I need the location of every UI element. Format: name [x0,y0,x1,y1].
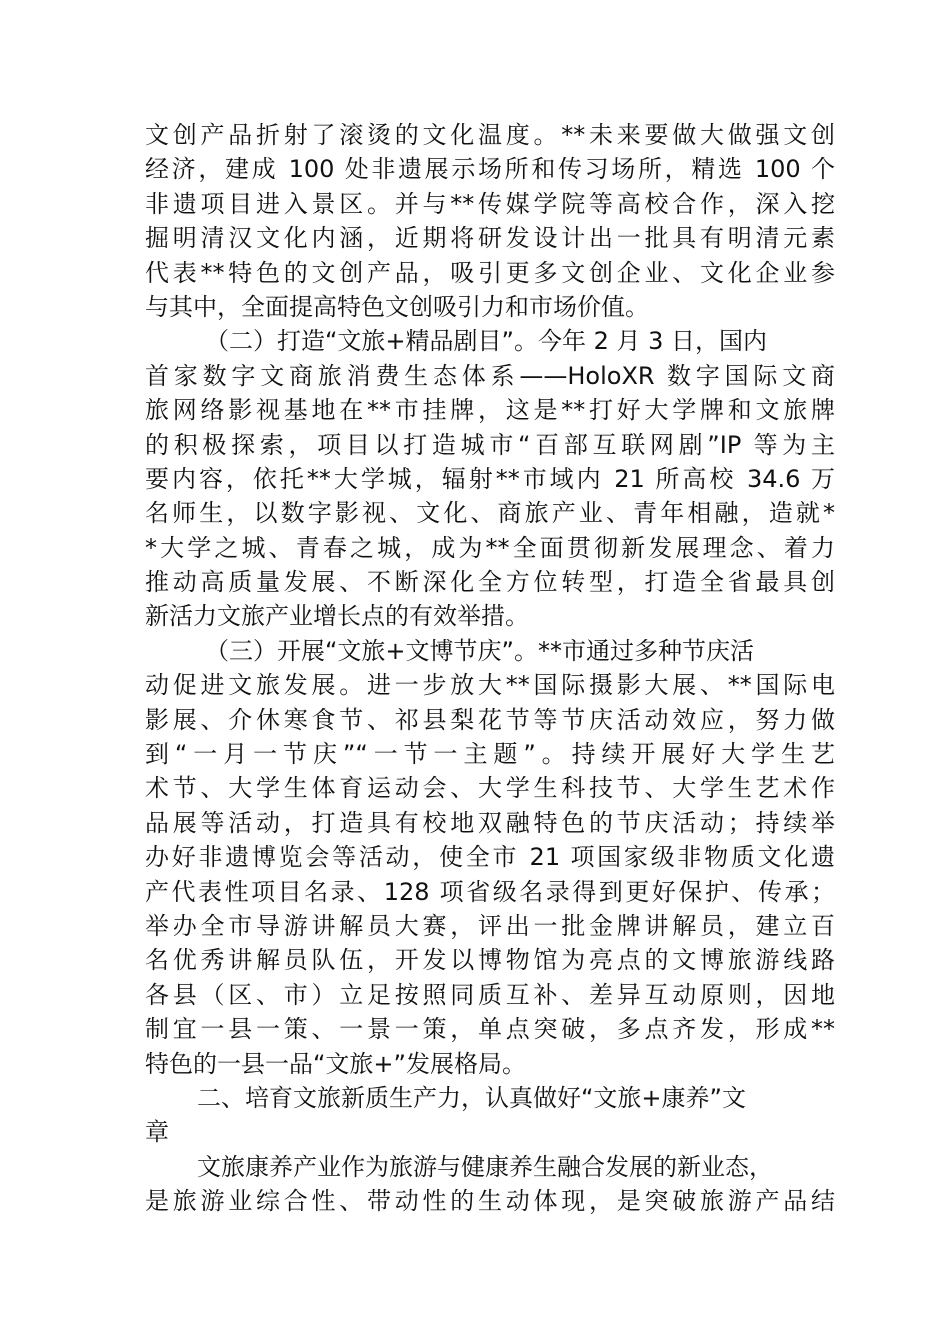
document-page [145,118,835,1219]
text-line: 要内容，依托**大学城，辐射**市域内 21 所高校 34.6 万 [145,464,835,493]
text-line: 代表**特色的文创产品，吸引更多文创企业、文化企业参 [145,258,835,287]
text-line: 首家数字文商旅消费生态体系——HoloXR 数字国际文商 [145,361,835,390]
text-line: 经济，建成 100 处非遗展示场所和传习场所，精选 100 个 [145,155,835,184]
text-line: 制宜一县一策、一景一策，单点突破，多点齐发，形成** [145,1015,835,1044]
text-line: 旅网络影视基地在**市挂牌，这是**打好大学牌和文旅牌 [145,396,835,425]
text-line: 特色的一县一品“文旅+”发展格局。 [145,1049,526,1078]
section-heading: （二）打造“文旅+精品剧目”。今年 2 月 3 日，国内 [205,327,768,356]
text-line: 文旅康养产业作为旅游与健康养生融合发展的新业态， [197,1152,773,1181]
chapter-heading-continuation: 章 [145,1118,169,1147]
text-line: 名优秀讲解员队伍，开发以博物馆为亮点的文博旅游线路 [145,946,835,975]
text-line: 办好非遗博览会等活动，使全市 21 项国家级非物质文化遗 [145,843,835,872]
text-line: 产代表性项目名录、128 项省级名录得到更好保护、传承； [145,877,835,906]
text-line: 非遗项目进入景区。并与**传媒学院等高校合作，深入挖 [145,189,835,218]
text-line: 新活力文旅产业增长点的有效举措。 [145,602,529,631]
text-line: 举办全市导游讲解员大赛，评出一批金牌讲解员，建立百 [145,911,835,940]
section-heading: （三）开展“文旅+文博节庆”。**市通过多种节庆活 [205,636,754,665]
text-line: 动促进文旅发展。进一步放大**国际摄影大展、**国际电 [145,671,835,700]
text-line: 是旅游业综合性、带动性的生动体现，是突破旅游产品结 [145,1187,835,1216]
text-line: 掘明清汉文化内涵，近期将研发设计出一批具有明清元素 [145,224,835,253]
text-line: 品展等活动，打造具有校地双融特色的节庆活动；持续举 [145,808,835,837]
text-line: 推动高质量发展、不断深化全方位转型，打造全省最具创 [145,568,835,597]
text-line: 与其中，全面提高特色文创吸引力和市场价值。 [145,292,649,321]
text-line: 到“一月一节庆”“一节一主题”。持续开展好大学生艺 [145,740,835,769]
text-line: 名师生，以数字影视、文化、商旅产业、青年相融，造就* [145,499,835,528]
text-line: 文创产品折射了滚烫的文化温度。**未来要做大做强文创 [145,121,835,149]
text-line: 影展、介休寒食节、祁县梨花节等节庆活动效应，努力做 [145,705,835,734]
text-line: 术节、大学生体育运动会、大学生科技节、大学生艺术作 [145,774,835,803]
chapter-heading: 二、培育文旅新质生产力，认真做好“文旅+康养”文 [197,1083,746,1112]
text-line: *大学之城、青春之城，成为**全面贯彻新发展理念、着力 [145,533,835,562]
text-line: 的积极探索，项目以打造城市“百部互联网剧”IP 等为主 [145,430,835,459]
text-line: 各县（区、市）立足按照同质互补、差异互动原则，因地 [145,980,835,1009]
